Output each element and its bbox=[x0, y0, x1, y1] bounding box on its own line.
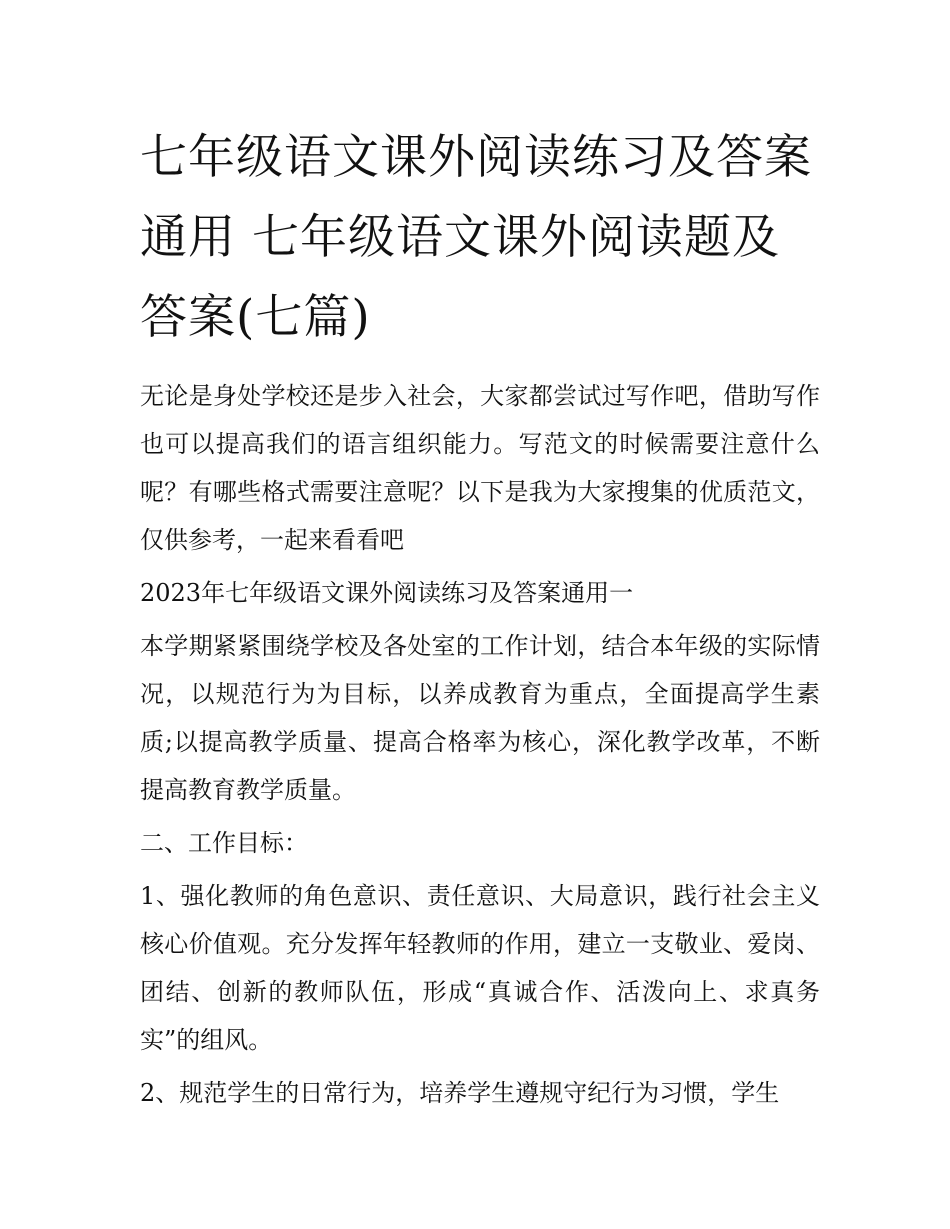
body-paragraph: 本学期紧紧围绕学校及各处室的工作计划，结合本年级的实际情况，以规范行为为目标，以养成教育为重点，全面提高学生素质;以提高教学质量、提高合格率为核心，深化教学改革，不断提高教育教学质量。 bbox=[140, 632, 820, 804]
document-body bbox=[140, 372, 820, 1117]
subsection-heading: 二、工作目标： bbox=[140, 829, 308, 857]
document-title: 七年级语文课外阅读练习及答案通用 七年级语文课外阅读题及答案(七篇) bbox=[140, 130, 812, 345]
intro-paragraph: 无论是身处学校还是步入社会，大家都尝试过写作吧，借助写作也可以提高我们的语言组织能力。写范文的时候需要注意什么呢？有哪些格式需要注意呢？以下是我为大家搜集的优质范文，仅供参考，一起来看看吧 bbox=[140, 382, 820, 554]
list-item: 1、强化教师的角色意识、责任意识、大局意识，践行社会主义核心价值观。充分发挥年轻教师的作用，建立一支敬业、爱岗、团结、创新的教师队伍，形成“真诚合作、活泼向上、求真务实”的组风。 bbox=[140, 882, 820, 1054]
section-heading: 2023年七年级语文课外阅读练习及答案通用一 bbox=[140, 579, 634, 607]
list-item: 2、规范学生的日常行为，培养学生遵规守纪行为习惯，学生 bbox=[140, 1079, 780, 1107]
document-page bbox=[140, 118, 820, 1122]
